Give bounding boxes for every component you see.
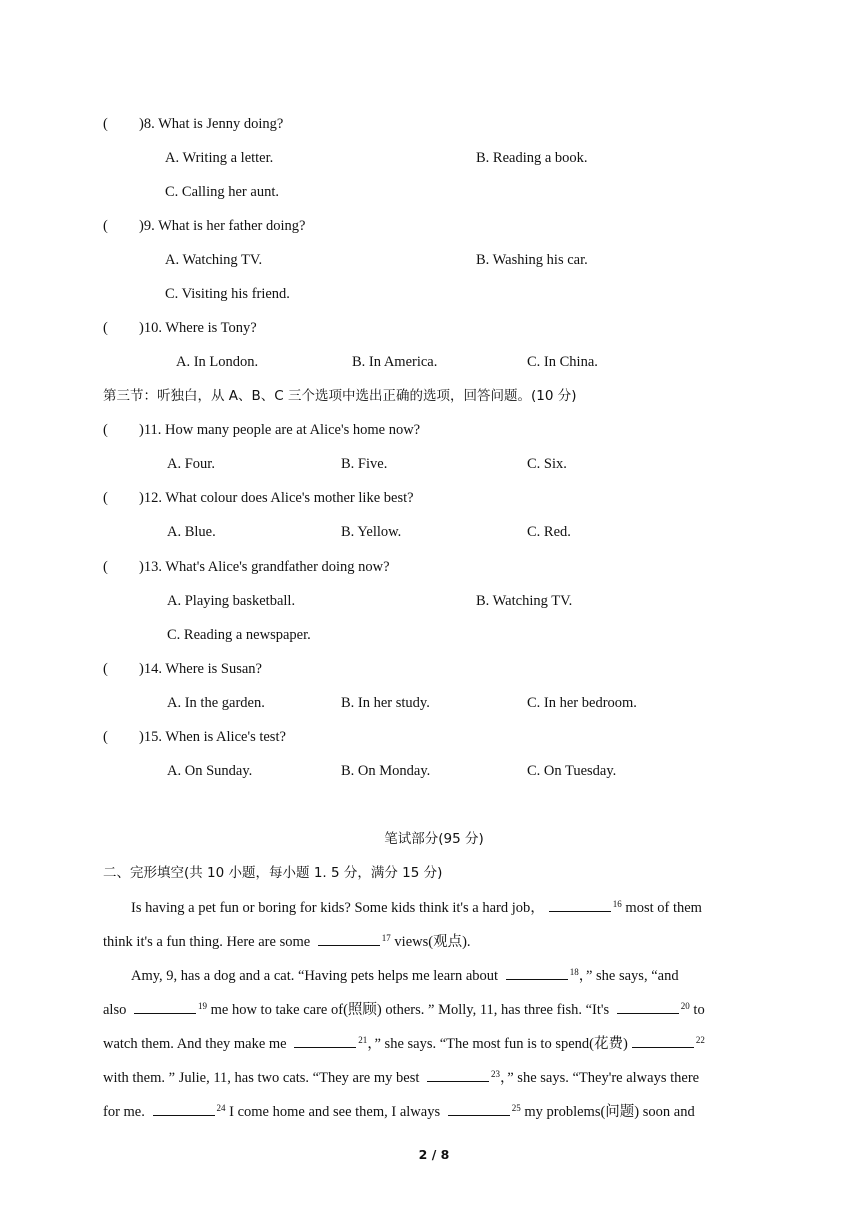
passage-line-1 xyxy=(131,899,702,917)
question-text: )15. When is Alice's test? xyxy=(139,729,286,745)
option-a: A. Playing basketball. xyxy=(167,593,296,609)
passage-line-7 xyxy=(103,1103,695,1121)
passage-text: ，” she says, “and xyxy=(578,968,679,984)
option-c: C. In China. xyxy=(527,354,598,370)
question-text: )12. What colour does Alice's mother like best? xyxy=(139,490,414,506)
blank-24[interactable] xyxy=(153,1103,215,1116)
blank-23[interactable] xyxy=(427,1069,489,1082)
question-text: )11. How many people are at Alice's home now? xyxy=(139,422,421,438)
answer-paren: ( xyxy=(103,729,108,745)
blank-20[interactable] xyxy=(617,1001,679,1014)
option-b: B. Washing his car. xyxy=(476,252,588,268)
part-2-heading: 二、完形填空(共 10 小题，每小题 1. 5 分，满分 15 分) xyxy=(103,865,443,881)
option-c: C. On Tuesday. xyxy=(527,763,617,779)
option-a: A. Four. xyxy=(167,456,215,472)
blank-25[interactable] xyxy=(448,1103,510,1116)
option-b: B. Reading a book. xyxy=(476,150,588,166)
blank-22[interactable] xyxy=(632,1035,694,1048)
question-text: )14. Where is Susan? xyxy=(139,661,262,677)
passage-line-5 xyxy=(103,1035,705,1053)
blank-19[interactable] xyxy=(134,1001,196,1014)
blank-number: 17 xyxy=(381,933,391,943)
section-3-heading: 第三节：听独白，从 A、B、C 三个选项中选出正确的选项，回答问题。(10 分) xyxy=(103,388,577,404)
page-number: 2 / 8 xyxy=(418,1147,450,1162)
option-a: A. In the garden. xyxy=(167,695,265,711)
blank-number: 21 xyxy=(358,1035,368,1045)
passage-line-2 xyxy=(103,933,471,951)
option-a: A. Blue. xyxy=(167,524,216,540)
blank-16[interactable] xyxy=(549,899,611,912)
passage-text: my problems(问题) soon and xyxy=(520,1104,695,1120)
option-a: A. On Sunday. xyxy=(167,763,253,779)
option-b: B. Yellow. xyxy=(341,524,402,540)
answer-paren: ( xyxy=(103,490,108,506)
passage-text: Amy, 9, has a dog and a cat. “Having pets helps me learn about xyxy=(131,968,502,984)
passage-text: to xyxy=(689,1002,705,1018)
question-text: )10. Where is Tony? xyxy=(139,320,257,336)
option-c: C. Six. xyxy=(527,456,567,472)
passage-line-3 xyxy=(131,967,679,985)
passage-line-6 xyxy=(103,1069,699,1087)
question-text: )8. What is Jenny doing? xyxy=(139,116,284,132)
option-b: B. Watching TV. xyxy=(476,593,573,609)
option-c: C. Reading a newspaper. xyxy=(167,627,311,643)
passage-text: most of them xyxy=(621,900,702,916)
passage-text: Is having a pet fun or boring for kids? Some kids think it's a hard job， xyxy=(131,900,545,916)
blank-18[interactable] xyxy=(506,967,568,980)
blank-17[interactable] xyxy=(318,933,380,946)
option-b: B. On Monday. xyxy=(341,763,431,779)
passage-text: for me. xyxy=(103,1104,149,1120)
answer-paren: ( xyxy=(103,422,108,438)
blank-number: 25 xyxy=(511,1103,521,1113)
blank-number: 20 xyxy=(680,1001,690,1011)
answer-paren: ( xyxy=(103,116,108,132)
passage-text: ，” she says. “The most fun is to spend(花费) xyxy=(367,1036,628,1052)
option-b: B. Five. xyxy=(341,456,388,472)
option-a: A. Watching TV. xyxy=(165,252,263,268)
passage-text: also xyxy=(103,1002,130,1018)
answer-paren: ( xyxy=(103,218,108,234)
passage-text: me how to take care of(照顾) others. ” Molly, 11, has three fish. “It's xyxy=(206,1002,613,1018)
question-text: )9. What is her father doing? xyxy=(139,218,306,234)
blank-number: 22 xyxy=(695,1035,705,1045)
option-b: B. In America. xyxy=(352,354,438,370)
question-text: )13. What's Alice's grandfather doing now? xyxy=(139,559,390,575)
blank-number: 24 xyxy=(216,1103,226,1113)
blank-21[interactable] xyxy=(294,1035,356,1048)
blank-number: 19 xyxy=(197,1001,207,1011)
option-b: B. In her study. xyxy=(341,695,430,711)
answer-paren: ( xyxy=(103,320,108,336)
option-a: A. In London. xyxy=(176,354,259,370)
passage-text: ，” she says. “They're always there xyxy=(500,1070,700,1086)
blank-number: 18 xyxy=(569,967,579,977)
option-c: C. Visiting his friend. xyxy=(165,286,290,302)
passage-text: watch them. And they make me xyxy=(103,1036,291,1052)
blank-number: 23 xyxy=(491,1069,500,1079)
option-c: C. In her bedroom. xyxy=(527,695,637,711)
option-a: A. Writing a letter. xyxy=(165,150,274,166)
passage-text: views(观点). xyxy=(390,934,471,950)
written-part-title: 笔试部分(95 分) xyxy=(384,831,484,847)
option-c: C. Red. xyxy=(527,524,571,540)
passage-text: with them. ” Julie, 11, has two cats. “They are my best xyxy=(103,1070,423,1086)
answer-paren: ( xyxy=(103,661,108,677)
passage-text: think it's a fun thing. Here are some xyxy=(103,934,314,950)
blank-number: 16 xyxy=(612,899,622,909)
passage-line-4 xyxy=(103,1001,705,1019)
passage-text: I come home and see them, I always xyxy=(225,1104,444,1120)
answer-paren: ( xyxy=(103,559,108,575)
option-c: C. Calling her aunt. xyxy=(165,184,279,200)
